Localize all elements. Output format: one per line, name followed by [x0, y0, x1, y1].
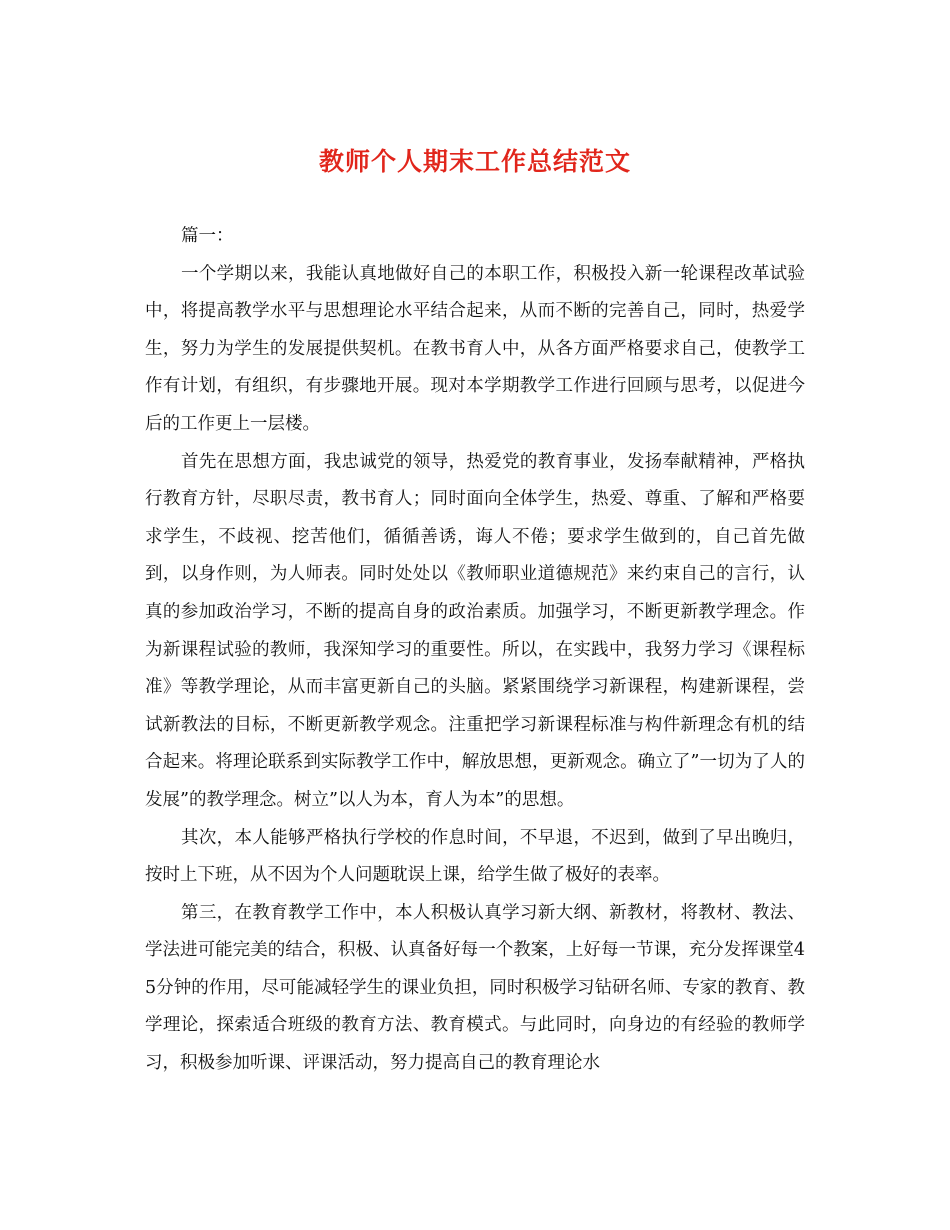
- paragraph-ideology: 首先在思想方面，我忠诚党的领导，热爱党的教育事业，发扬奉献精神，严格执行教育方针，尽职尽责，教书育人；同时面向全体学生，热爱、尊重、了解和严格要求学生，不歧视、挖苦他们，循循善诱，诲人不倦；要求学生做到的，自己首先做到，以身作则，为人师表。同时处处以《教师职业道德规范》来约束自己的言行，认真的参加政治学习，不断的提高自身的政治素质。加强学习，不断更新教学理念。作为新课程试验的教师，我深知学习的重要性。所以，在实践中，我努力学习《课程标准》等教学理论，从而丰富更新自己的头脑。紧紧围绕学习新课程，构建新课程，尝试新教法的目标，不断更新教学观念。注重把学习新课程标准与构件新理念有机的结合起来。将理论联系到实际教学工作中，解放思想，更新观念。确立了”一切为了人的发展”的教学理念。树立”以人为本，育人为本”的思想。: [145, 451, 805, 810]
- paragraph-intro: 一个学期以来，我能认真地做好自己的本职工作，积极投入新一轮课程改革试验中，将提高教学水平与思想理论水平结合起来，从而不断的完善自己，同时，热爱学生，努力为学生的发展提供契机。在教书育人中，从各方面严格要求自己，使教学工作有计划，有组织，有步骤地开展。现对本学期教学工作进行回顾与思考，以促进今后的工作更上一层楼。: [145, 263, 805, 434]
- document-title: 教师个人期末工作总结范文: [318, 147, 631, 176]
- document-body: [145, 218, 805, 1083]
- paragraph-teaching-work: 第三，在教育教学工作中，本人积极认真学习新大纲、新教材，将教材、教法、学法进可能完美的结合，积极、认真备好每一个教案，上好每一节课，充分发挥课堂45分钟的作用，尽可能减轻学生的课业负担，同时积极学习钻研名师、专家的教育、教学理论，探索适合班级的教育方法、教育模式。与此同时，向身边的有经验的教师学习，积极参加听课、评课活动，努力提高自己的教育理论水: [145, 902, 805, 1074]
- paragraph-discipline: 其次，本人能够严格执行学校的作息时间，不早退，不迟到，做到了早出晚归，按时上下班，从不因为个人问题耽误上课，给学生做了极好的表率。: [145, 827, 805, 886]
- paragraph-section-label: 篇一：: [181, 226, 234, 246]
